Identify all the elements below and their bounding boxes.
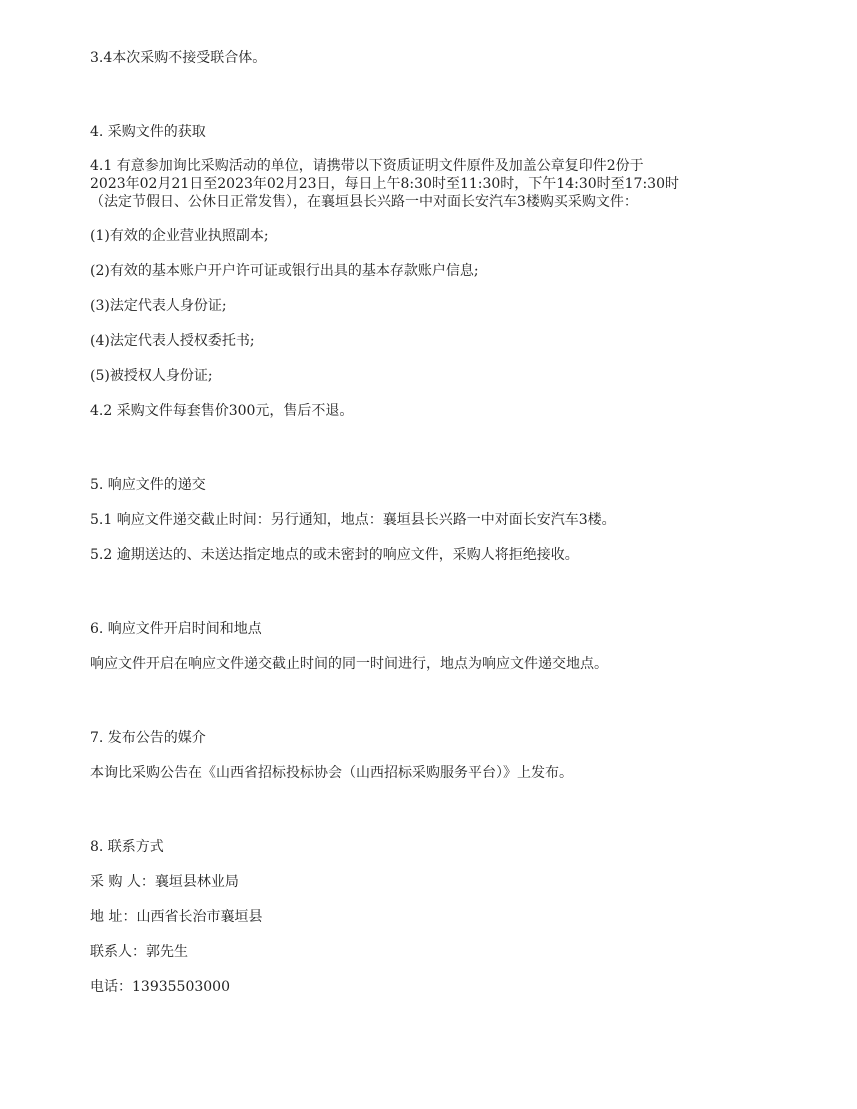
section-6-text: 响应文件开启在响应文件递交截止时间的同一时间进行，地点为响应文件递交地点。 [90, 656, 608, 672]
item-4-1 [90, 157, 770, 211]
item-4-1-line-1: 4.1 有意参加询比采购活动的单位，请携带以下资质证明文件原件及加盖公章复印件2份于 [90, 158, 644, 174]
section-7-text: 本询比采购公告在《山西省招标投标协会（山西招标采购服务平台）》上发布。 [90, 765, 573, 781]
section-8-heading: 8. 联系方式 [90, 839, 164, 855]
section-7-heading: 7. 发布公告的媒介 [90, 730, 206, 746]
section-4-heading: 4. 采购文件的获取 [90, 124, 206, 140]
item-5-2: 5.2 逾期送达的、未送达指定地点的或未密封的响应文件，采购人将拒绝接收。 [90, 547, 579, 563]
item-4-1-line-2: 2023年02月21日至2023年02月23日，每日上午8:30时至11:30时，下午14:30时至17:30时 [90, 176, 679, 192]
document-page [90, 48, 770, 997]
document-item-2: (2)有效的基本账户开户许可证或银行出具的基本存款账户信息; [90, 263, 479, 279]
document-item-4: (4)法定代表人授权委托书; [90, 333, 255, 349]
document-item-1: (1)有效的企业营业执照副本; [90, 228, 269, 244]
address: 地 址：山西省长治市襄垣县 [90, 909, 263, 925]
contact-person: 联系人：郭先生 [90, 944, 188, 960]
document-item-5: (5)被授权人身份证; [90, 368, 213, 384]
phone: 电话：13935503000 [90, 979, 230, 995]
item-3-4: 3.4本次采购不接受联合体。 [90, 50, 267, 66]
purchaser: 采 购 人：襄垣县林业局 [90, 874, 239, 890]
item-5-1: 5.1 响应文件递交截止时间：另行通知，地点：襄垣县长兴路一中对面长安汽车3楼。 [90, 512, 616, 528]
document-item-3: (3)法定代表人身份证; [90, 298, 227, 314]
section-5-heading: 5. 响应文件的递交 [90, 477, 206, 493]
item-4-1-line-3: （法定节假日、公休日正常发售），在襄垣县长兴路一中对面长安汽车3楼购买采购文件： [90, 194, 638, 210]
section-6-heading: 6. 响应文件开启时间和地点 [90, 621, 262, 637]
item-4-2: 4.2 采购文件每套售价300元，售后不退。 [90, 403, 354, 419]
